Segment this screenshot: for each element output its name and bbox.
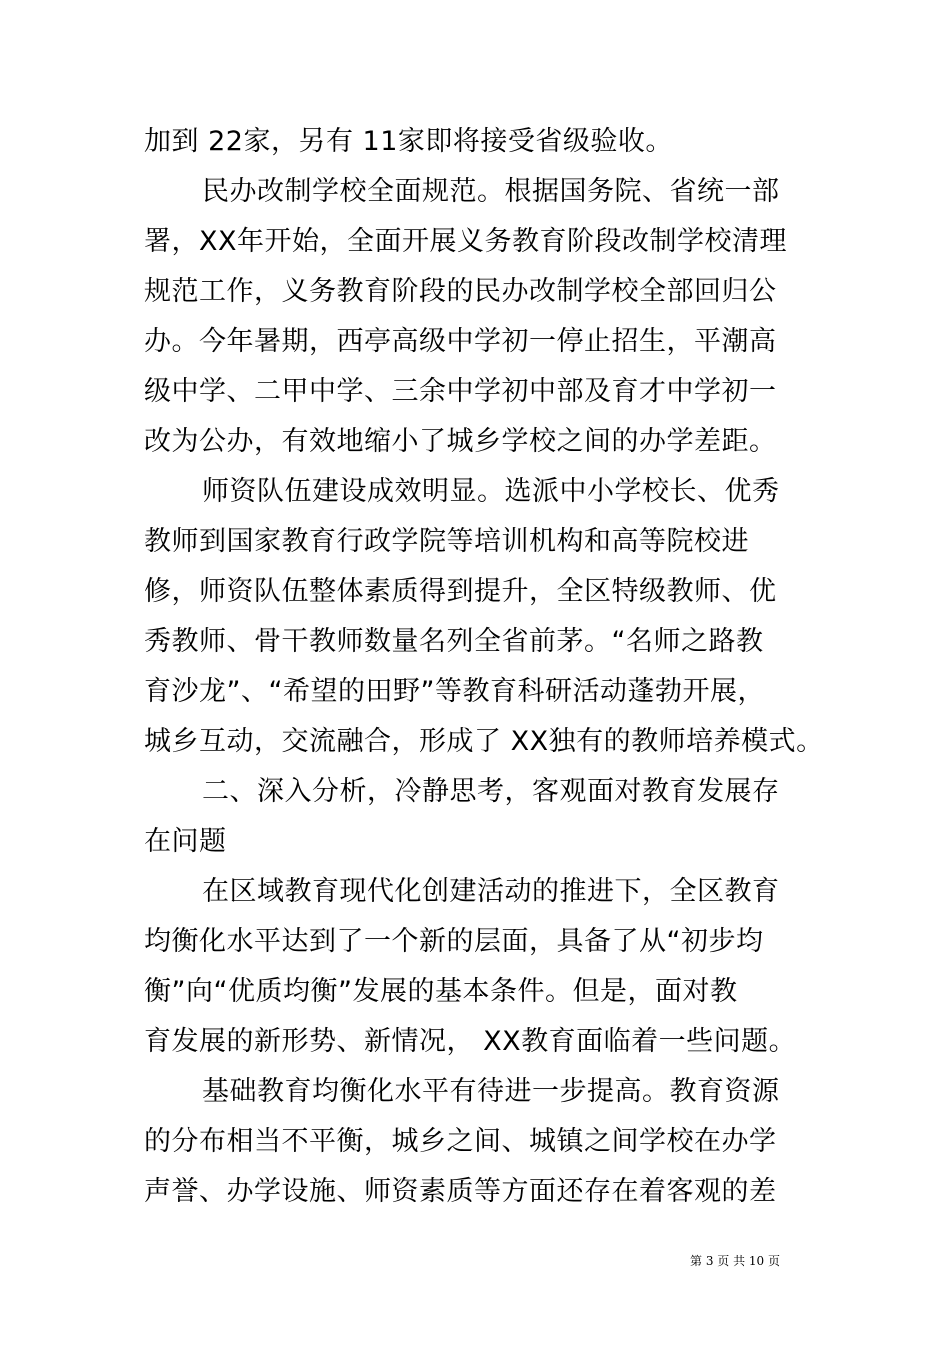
text-line: 修，师资队伍整体素质得到提升，全区特级教师、优 <box>144 576 777 607</box>
text-line: 均衡化水平达到了一个新的层面，具备了从“初步均 <box>144 926 764 957</box>
section-heading: 二、深入分析，冷静思考，客观面对教育发展存 <box>202 776 780 807</box>
paragraph-start: 民办改制学校全面规范。根据国务院、省统一部 <box>202 176 780 207</box>
section-heading-cont: 在问题 <box>144 826 227 857</box>
text-line: 声誉、办学设施、师资素质等方面还存在着客观的差 <box>144 1176 777 1207</box>
text-line: 加到 22家，另有 11家即将接受省级验收。 <box>144 126 673 157</box>
text-line: 育沙龙”、“希望的田野”等教育科研活动蓬勃开展， <box>144 676 765 707</box>
text-line: 教师到国家教育行政学院等培训机构和高等院校进 <box>144 526 749 557</box>
text-line: 育发展的新形势、新情况， XX教育面临着一些问题。 <box>144 1026 797 1057</box>
text-line: 的分布相当不平衡，城乡之间、城镇之间学校在办学 <box>144 1126 777 1157</box>
text-line: 规范工作，义务教育阶段的民办改制学校全部回归公 <box>144 276 777 307</box>
paragraph-start: 基础教育均衡化水平有待进一步提高。教育资源 <box>202 1076 780 1107</box>
text-line: 级中学、二甲中学、三余中学初中部及育才中学初一 <box>144 376 777 407</box>
paragraph-start: 师资队伍建设成效明显。选派中小学校长、优秀 <box>202 476 780 507</box>
page-number-footer: 第 3 页 共 10 页 <box>690 1254 780 1268</box>
paragraph-start: 在区域教育现代化创建活动的推进下，全区教育 <box>202 876 780 907</box>
text-line: 办。今年暑期，西亭高级中学初一停止招生，平潮高 <box>144 326 777 357</box>
text-line: 衡”向“优质均衡”发展的基本条件。但是，面对教 <box>144 976 738 1007</box>
text-line: 改为公办，有效地缩小了城乡学校之间的办学差距。 <box>144 426 777 457</box>
text-line: 署，XX年开始，全面开展义务教育阶段改制学校清理 <box>144 226 787 257</box>
text-line: 城乡互动，交流融合，形成了 XX独有的教师培养模式。 <box>144 726 824 757</box>
text-line: 秀教师、骨干教师数量名列全省前茅。“名师之路教 <box>144 626 764 657</box>
